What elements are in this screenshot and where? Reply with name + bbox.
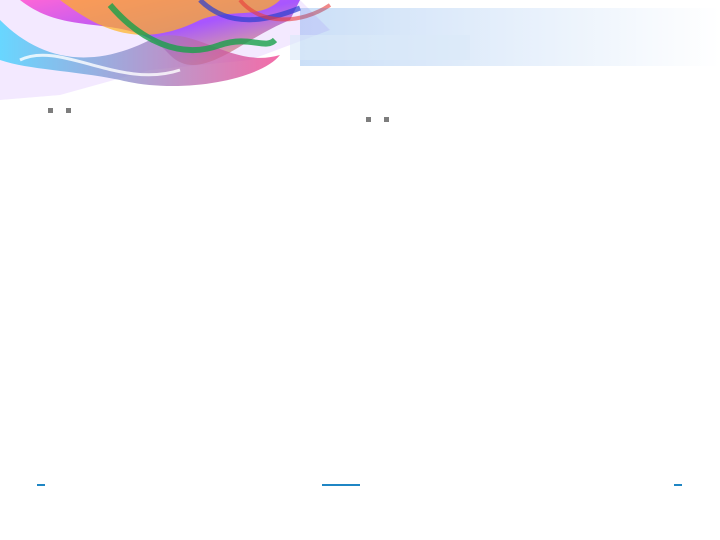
decorative-line: [674, 484, 682, 486]
bullet-icon: [366, 117, 371, 122]
right-pattern-list: [362, 110, 678, 522]
swirl-graphic: [0, 0, 720, 100]
banner-graphic: [0, 0, 720, 100]
bullet-icon: [66, 108, 71, 113]
bullet-icon: [384, 117, 389, 122]
decorative-line: [322, 484, 360, 486]
bullet-icon: [48, 108, 53, 113]
left-pattern-list: [44, 98, 316, 526]
decorative-line: [37, 484, 45, 486]
